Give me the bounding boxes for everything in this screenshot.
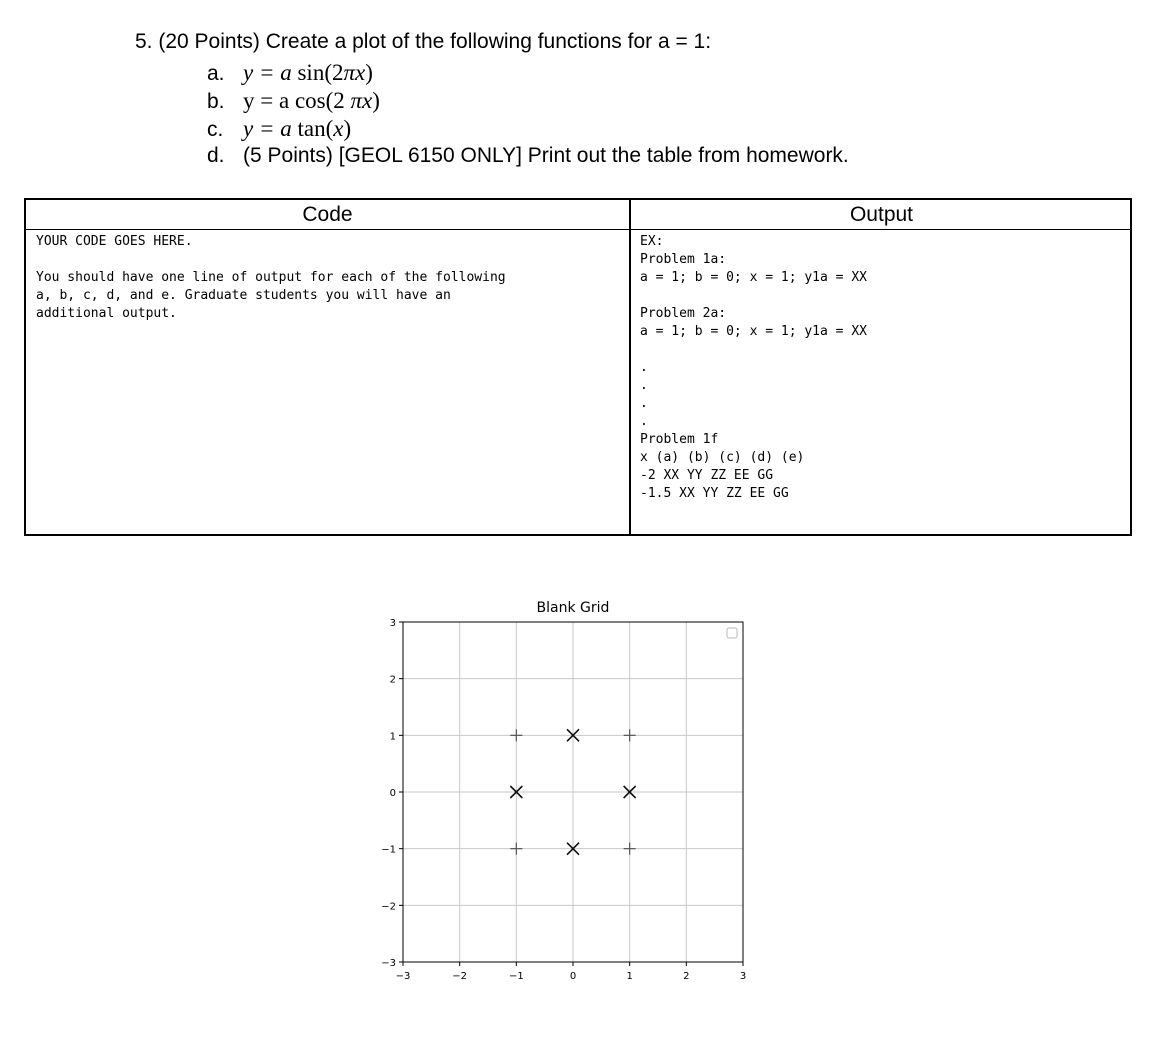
x-tick-label: 0 [569, 971, 577, 982]
output-line: Problem 1f [640, 432, 719, 447]
code-line [36, 251, 506, 269]
y-tick-label: −2 [381, 901, 396, 913]
output-line: . [640, 378, 648, 393]
math-text: cos(2 [289, 88, 351, 113]
code-line: You should have one line of output for each of the following [36, 270, 506, 285]
math-text: y = [243, 60, 281, 85]
question-item-a [207, 60, 373, 86]
math-text: x [333, 116, 344, 141]
code-output-table [24, 198, 1132, 536]
math-text: sin(2 [291, 60, 344, 85]
y-tick-label: −1 [381, 844, 396, 856]
math-text: ) [372, 88, 380, 113]
output-line: . [640, 414, 648, 429]
output-line: a = 1; b = 0; x = 1; y1a = XX [640, 270, 867, 285]
y-tick-label: 2 [389, 674, 396, 686]
output-line: . [640, 396, 648, 411]
question-heading: 5. (20 Points) Create a plot of the following functions for a = 1: [135, 30, 712, 53]
math-text: ) [365, 60, 373, 85]
output-line: a = 1; b = 0; x = 1; y1a = XX [640, 324, 867, 339]
math-text: a [278, 88, 290, 113]
item-label: d. [207, 144, 225, 167]
y-tick-label: 3 [389, 618, 396, 629]
output-line: -2 XX YY ZZ EE GG [640, 468, 774, 483]
legend-box [727, 628, 737, 638]
item-label: a. [207, 62, 225, 85]
x-tick-label: 3 [739, 971, 747, 982]
item-label: c. [207, 118, 224, 141]
output-line: Problem 1a: [640, 252, 727, 267]
plus-marker [510, 729, 522, 741]
blank-grid-chart [360, 595, 760, 995]
x-tick-label: −2 [452, 971, 468, 982]
code-cell [36, 233, 506, 323]
math-text: πx [350, 88, 373, 113]
output-header: Output [849, 203, 914, 226]
output-cell [640, 233, 867, 503]
x-tick-label: −3 [395, 971, 411, 982]
code-line: a, b, c, d, and e. Graduate students you will have an [36, 288, 451, 303]
question-item-b [207, 88, 380, 114]
code-line: additional output. [36, 306, 177, 321]
column-divider [629, 200, 631, 534]
header-divider [26, 229, 1130, 230]
math-text: y = [243, 116, 281, 141]
item-label: b. [207, 90, 225, 113]
question-item-c [207, 116, 351, 142]
output-line: -1.5 XX YY ZZ EE GG [640, 486, 789, 501]
question-item-d [207, 144, 849, 168]
math-text: ) [343, 116, 352, 141]
math-text: tan( [291, 116, 334, 141]
output-line: EX: [640, 234, 664, 249]
output-line: x (a) (b) (c) (d) (e) [640, 450, 805, 465]
math-text: y = [243, 88, 279, 113]
output-line: Problem 2a: [640, 306, 727, 321]
x-tick-label: 2 [683, 971, 690, 982]
plus-marker [510, 843, 522, 855]
chart-title: Blank Grid [536, 600, 610, 616]
plus-marker [624, 729, 636, 741]
output-line [640, 341, 867, 359]
math-text: a [280, 60, 292, 85]
code-header: Code [302, 203, 353, 226]
item-d-text: (5 Points) [GEOL 6150 ONLY] Print out the table from homework. [243, 144, 849, 167]
y-tick-label: 1 [389, 731, 396, 743]
x-tick-label: 1 [626, 971, 633, 982]
x-tick-label: −1 [508, 971, 524, 982]
code-line: YOUR CODE GOES HERE. [36, 234, 193, 249]
plus-marker [624, 843, 636, 855]
y-tick-label: −3 [381, 958, 396, 969]
output-line [640, 287, 867, 305]
math-text: πx [343, 60, 366, 85]
output-line: . [640, 360, 648, 375]
y-tick-label: 0 [389, 788, 396, 799]
math-text: a [280, 116, 292, 141]
